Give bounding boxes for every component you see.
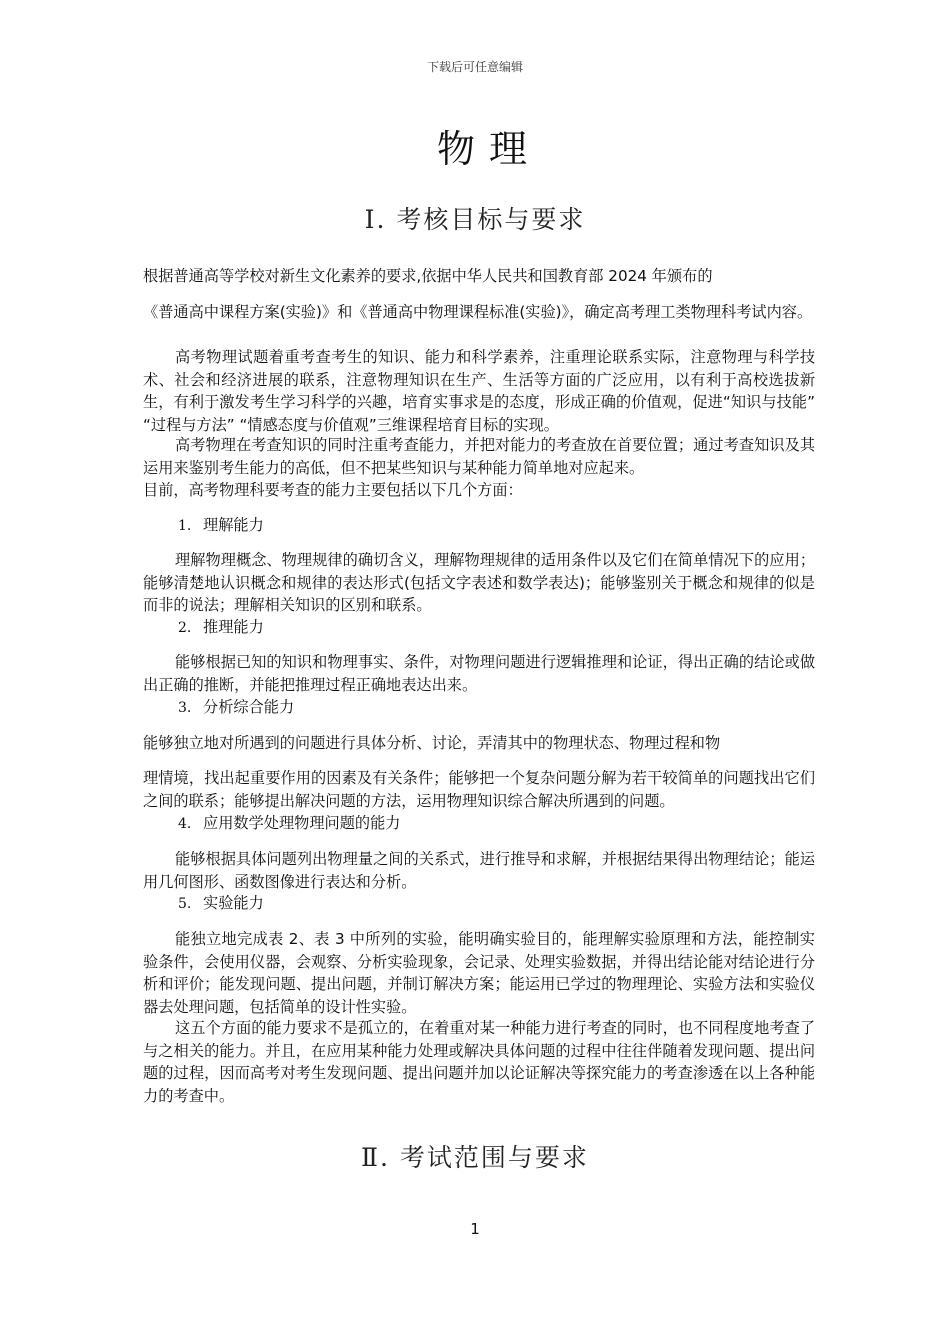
ability-title: 分析综合能力 [203, 698, 295, 716]
ability-number: 5. [178, 896, 192, 912]
ability-number: 1. [178, 518, 192, 534]
ability-3-text-cont: 理情境，找出起重要作用的因素及有关条件；能够把一个复杂问题分解为若干较简单的问题找出它们之间的联系；能够提出解决问题的方法，运用物理知识综合解决所遇到的问题。 [143, 769, 815, 810]
ability-3-text-line1: 能够独立地对所遇到的问题进行具体分析、讨论，弄清其中的物理状态、物理过程和物 [143, 734, 721, 752]
ability-title: 应用数学处理物理问题的能力 [203, 814, 401, 832]
paragraph-focus: 高考物理试题着重考查考生的知识、能力和科学素养，注重理论联系实际，注意物理与科学技术、社会和经济进展的联系，注意物理知识在生产、生活等方面的广泛应用，以有利于高校选拔新生，有利于激发考生学习科学的兴趣，培育实事求是的态度，形成正确的价值观，促进“知识与技能” “过程与方法” “情感态度与价值观”三维课程培育目标的实现。 [143, 348, 815, 434]
paragraph-summary: 这五个方面的能力要求不是孤立的，在着重对某一种能力进行考查的同时，也不同程度地考查了与之相关的能力。并且，在应用某种能力处理或解决具体问题的过程中往往伴随着发现问题、提出问题的过程，因而高考对考生发现问题、提出问题并加以论证解决等探究能力的考查渗透在以上各种能力的考查中。 [143, 1019, 815, 1105]
paragraph-ability-list-intro: 目前，高考物理科要考查的能力主要包括以下几个方面： [143, 481, 523, 499]
paragraph-ability-focus: 高考物理在考查知识的同时注重考查能力，并把对能力的考查放在首要位置；通过考查知识及其运用来鉴别考生能力的高低，但不把某些知识与某种能力简单地对应起来。 [143, 436, 815, 477]
ability-heading-4 [178, 812, 400, 835]
intro-paragraph-cont: 《普通高中课程方案(实验)》和《普通高中物理课程标准(实验)》，确定高考理工类物理科考试内容。 [143, 303, 813, 321]
document-title: 物理 [436, 127, 541, 171]
section-2-heading: Ⅱ. 考试范围与要求 [361, 1143, 589, 1172]
ability-title: 推理能力 [203, 618, 264, 636]
ability-5-text: 能独立地完成表 2、表 3 中所列的实验，能明确实验目的，能理解实验原理和方法，能控制实验条件，会使用仪器，会观察、分析实验现象，会记录、处理实验数据，并得出结论能对结论进行分析和评价；能发现问题、提出问题，并制订解决方案；能运用已学过的物理理论、实验方法和实验仪器去处理问题，包括简单的设计性实验。 [143, 930, 815, 1016]
ability-4-text: 能够根据具体问题列出物理量之间的关系式，进行推导和求解，并根据结果得出物理结论；能运用几何图形、函数图像进行表达和分析。 [143, 850, 815, 891]
ability-number: 2. [178, 620, 192, 636]
ability-title: 理解能力 [203, 516, 264, 534]
ability-heading-1 [178, 514, 264, 537]
intro-paragraph-line1: 根据普通高等学校对新生文化素养的要求,依据中华人民共和国教育部 2024 年颁布的 [143, 267, 713, 285]
ability-title: 实验能力 [203, 894, 264, 912]
page-number: 1 [470, 1220, 480, 1238]
section-1-heading: Ⅰ. 考核目标与要求 [364, 205, 586, 234]
page-header-note: 下载后可任意编辑 [426, 60, 523, 74]
ability-1-text: 理解物理概念、物理规律的确切含义，理解物理规律的适用条件以及它们在简单情况下的应用；能够清楚地认识概念和规律的表达形式(包括文字表述和数学表达)；能够鉴别关于概念和规律的似是而非的说法；理解相关知识的区别和联系。 [143, 551, 815, 614]
ability-number: 4. [178, 816, 192, 832]
ability-heading-5 [178, 892, 264, 915]
ability-heading-3 [178, 696, 294, 719]
ability-heading-2 [178, 616, 264, 639]
ability-number: 3. [178, 700, 192, 716]
ability-2-text: 能够根据已知的知识和物理事实、条件，对物理问题进行逻辑推理和论证，得出正确的结论或做出正确的推断，并能把推理过程正确地表达出来。 [143, 653, 815, 694]
